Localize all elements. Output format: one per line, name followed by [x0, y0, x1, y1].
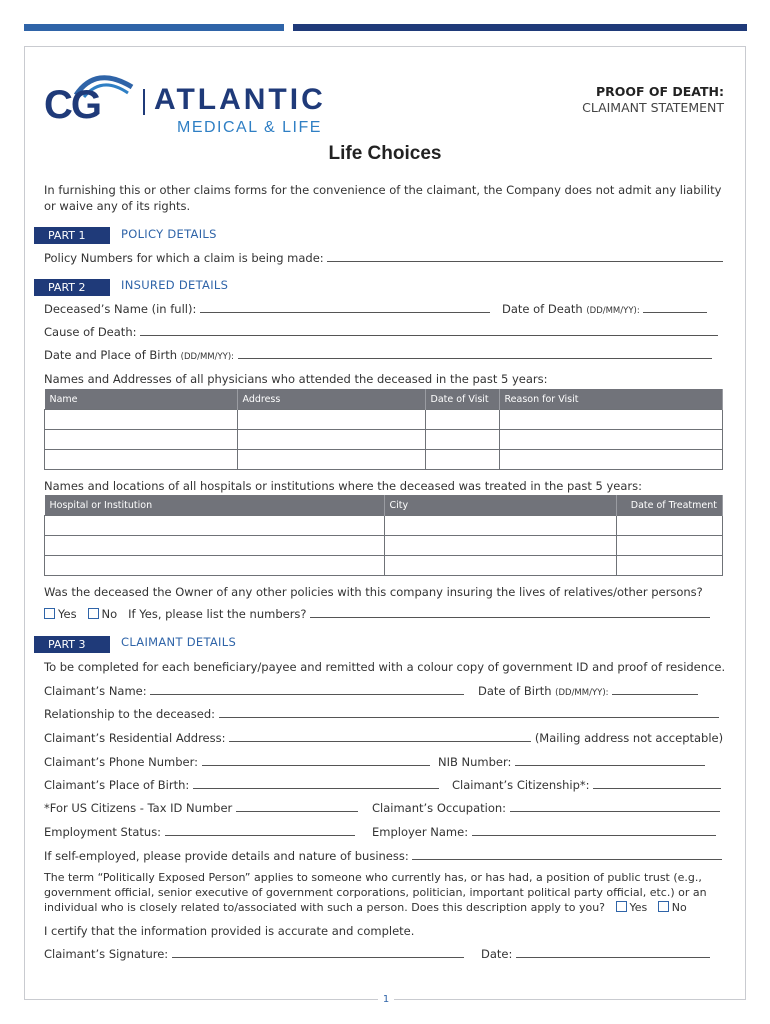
residential-label: Claimant’s Residential Address: — [44, 731, 226, 745]
hospitals-col-date: Date of Treatment — [616, 495, 723, 516]
physicians-heading: Names and Addresses of all physicians who attended the deceased in the past 5 years: — [44, 372, 548, 386]
other-policies-yes-checkbox[interactable] — [44, 608, 55, 619]
self-employed-label: If self-employed, please provide details and nature of business: — [44, 849, 409, 863]
table-cell[interactable] — [45, 516, 385, 536]
relationship-row — [44, 706, 719, 722]
pep-yes-label: Yes — [629, 901, 648, 914]
phone-row — [44, 754, 430, 770]
table-cell[interactable] — [45, 410, 238, 430]
occupation-field[interactable] — [510, 800, 720, 812]
top-accent-bar-light — [24, 24, 284, 31]
citizenship-row — [452, 777, 721, 793]
part3-title: CLAIMANT DETAILS — [121, 635, 237, 649]
us-tax-row — [44, 800, 358, 816]
table-cell[interactable] — [616, 516, 723, 536]
policy-numbers-row — [44, 250, 723, 266]
mailing-note: (Mailing address not acceptable) — [534, 731, 724, 745]
employment-label: Employment Status: — [44, 825, 162, 839]
employment-field[interactable] — [165, 824, 355, 836]
employment-row — [44, 824, 355, 840]
pep-block — [44, 870, 726, 915]
table-cell[interactable] — [499, 430, 723, 450]
certify-statement: I certify that the information provided is accurate and complete. — [44, 924, 415, 938]
place-of-birth-row — [44, 777, 439, 793]
other-policies-question: Was the deceased the Owner of any other policies with this company insuring the lives of relatives/other persons? — [44, 585, 703, 599]
signature-field[interactable] — [172, 946, 464, 958]
pep-text: The term “Politically Exposed Person” applies to someone who currently has, or has had, a position of public trust (e.g., government official, senior executive of government corporations, politician, important political party official, etc.) or an individual who is closely related to/associated with such a person. Does this description apply to you? — [44, 871, 707, 914]
claimant-dob-label: Date of Birth — [478, 684, 552, 698]
other-policies-answer-row — [44, 606, 710, 622]
physicians-table — [44, 389, 723, 470]
employer-label: Employer Name: — [372, 825, 469, 839]
relationship-label: Relationship to the deceased: — [44, 707, 216, 721]
table-cell[interactable] — [425, 450, 499, 470]
pep-yes-checkbox[interactable] — [616, 901, 627, 912]
birth-row — [44, 347, 712, 365]
us-tax-field[interactable] — [236, 800, 358, 812]
table-row — [45, 430, 723, 450]
table-cell[interactable] — [237, 450, 425, 470]
other-policies-no-label: No — [101, 607, 118, 621]
policy-numbers-field[interactable] — [327, 250, 723, 262]
logo-separator — [143, 89, 145, 115]
table-row — [45, 450, 723, 470]
pep-no-label: No — [671, 901, 687, 914]
part2-title: INSURED DETAILS — [121, 278, 229, 292]
other-policies-list-label: If Yes, please list the numbers? — [128, 607, 307, 621]
page-number: 1 — [378, 994, 394, 1005]
table-cell[interactable] — [499, 450, 723, 470]
physicians-col-date: Date of Visit — [425, 389, 499, 410]
table-cell[interactable] — [384, 536, 616, 556]
deceased-name-field[interactable] — [200, 301, 490, 313]
table-cell[interactable] — [45, 556, 385, 576]
employer-row — [372, 824, 716, 840]
signature-label: Claimant’s Signature: — [44, 947, 169, 961]
claimant-name-label: Claimant’s Name: — [44, 684, 147, 698]
claimant-name-field[interactable] — [150, 683, 464, 695]
date-of-death-format: (DD/MM/YY): — [586, 306, 640, 316]
part3-instruction: To be completed for each beneficiary/payee and remitted with a colour copy of government ID and proof of residence. — [44, 660, 726, 674]
occupation-label: Claimant’s Occupation: — [372, 801, 507, 815]
cause-of-death-label: Cause of Death: — [44, 325, 137, 339]
table-row — [45, 410, 723, 430]
company-logo — [44, 65, 364, 140]
date-field[interactable] — [516, 946, 710, 958]
policy-numbers-label: Policy Numbers for which a claim is being made: — [44, 251, 324, 265]
other-policies-no-checkbox[interactable] — [88, 608, 99, 619]
citizenship-label: Claimant’s Citizenship*: — [452, 778, 590, 792]
us-tax-label: *For US Citizens - Tax ID Number — [44, 801, 233, 815]
table-cell[interactable] — [499, 410, 723, 430]
self-employed-field[interactable] — [412, 848, 722, 860]
signature-row — [44, 946, 464, 962]
title-line-1: PROOF OF DEATH: — [595, 84, 724, 99]
birth-field[interactable] — [238, 347, 712, 359]
claimant-dob-format: (DD/MM/YY): — [555, 688, 609, 698]
table-cell[interactable] — [45, 450, 238, 470]
date-label: Date: — [481, 947, 513, 961]
form-name: Life Choices — [328, 143, 442, 164]
claimant-dob-field[interactable] — [612, 683, 698, 695]
phone-label: Claimant’s Phone Number: — [44, 755, 198, 769]
physicians-col-address: Address — [237, 389, 425, 410]
table-row — [45, 536, 723, 556]
citizenship-field[interactable] — [593, 777, 721, 789]
deceased-name-row — [44, 301, 490, 317]
part1-title: POLICY DETAILS — [121, 227, 217, 241]
occupation-row — [372, 800, 720, 816]
cause-of-death-field[interactable] — [140, 324, 718, 336]
logo-atlantic: ATLANTIC — [154, 83, 326, 116]
physicians-col-reason: Reason for Visit — [499, 389, 723, 410]
title-line-2: CLAIMANT STATEMENT — [582, 100, 724, 115]
table-cell[interactable] — [425, 410, 499, 430]
nib-label: NIB Number: — [438, 755, 512, 769]
table-cell[interactable] — [616, 536, 723, 556]
table-cell[interactable] — [425, 430, 499, 450]
table-cell[interactable] — [237, 410, 425, 430]
logo-cg: CG — [44, 83, 100, 127]
phone-field[interactable] — [202, 754, 430, 766]
nib-row — [438, 754, 705, 770]
pep-no-checkbox[interactable] — [658, 901, 669, 912]
employer-field[interactable] — [472, 824, 716, 836]
table-cell[interactable] — [237, 430, 425, 450]
part1-badge: PART 1 — [34, 227, 110, 244]
hospitals-heading: Names and locations of all hospitals or institutions where the deceased was treated in the past 5 years: — [44, 479, 643, 493]
intro-disclaimer: In furnishing this or other claims forms for the convenience of the claimant, the Company does not admit any liability or waive any of its rights. — [44, 183, 722, 213]
claimant-dob-row — [478, 683, 698, 701]
deceased-name-label: Deceased’s Name (in full): — [44, 302, 197, 316]
table-cell[interactable] — [384, 556, 616, 576]
table-cell[interactable] — [384, 516, 616, 536]
date-of-death-row — [502, 301, 707, 319]
place-of-birth-label: Claimant’s Place of Birth: — [44, 778, 190, 792]
date-of-death-label: Date of Death — [502, 302, 583, 316]
document-title — [582, 84, 724, 116]
hospitals-table — [44, 495, 723, 576]
place-of-birth-field[interactable] — [193, 777, 439, 789]
part2-badge: PART 2 — [34, 279, 110, 296]
table-cell[interactable] — [45, 536, 385, 556]
table-row — [45, 516, 723, 536]
table-row — [45, 556, 723, 576]
date-of-death-field[interactable] — [643, 301, 707, 313]
residential-row — [44, 730, 723, 746]
top-accent-bar-dark — [293, 24, 747, 31]
relationship-field[interactable] — [219, 706, 719, 718]
other-policies-yes-label: Yes — [58, 607, 77, 621]
birth-label: Date and Place of Birth — [44, 348, 178, 362]
table-cell[interactable] — [45, 430, 238, 450]
hospitals-col-city: City — [384, 495, 616, 516]
logo-medical-life: MEDICAL & LIFE — [177, 119, 322, 136]
self-employed-row — [44, 848, 722, 864]
nib-field[interactable] — [515, 754, 705, 766]
date-row — [481, 946, 710, 962]
other-policies-list-field[interactable] — [310, 606, 710, 618]
table-cell[interactable] — [616, 556, 723, 576]
birth-format: (DD/MM/YY): — [180, 352, 235, 362]
part3-badge: PART 3 — [34, 636, 110, 653]
cause-of-death-row — [44, 324, 718, 340]
hospitals-col-institution: Hospital or Institution — [45, 495, 385, 516]
claimant-name-row — [44, 683, 464, 699]
physicians-col-name: Name — [45, 389, 238, 410]
residential-field[interactable] — [229, 730, 531, 742]
